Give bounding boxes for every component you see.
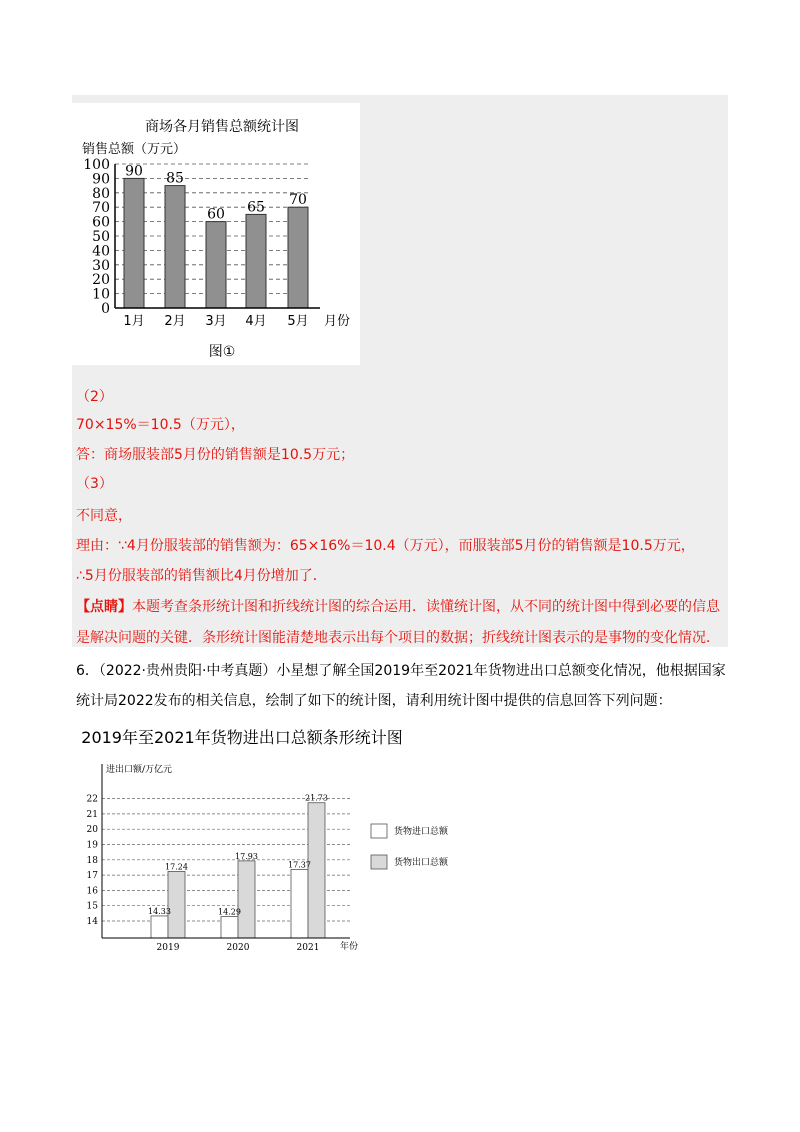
chart1-title: 商场各月销售总额统计图 bbox=[145, 119, 299, 135]
chart1-ytick-label: 100 bbox=[83, 157, 110, 173]
chart1-xlabel: 月份 bbox=[324, 314, 351, 329]
chart1-value-label: 60 bbox=[207, 206, 225, 223]
chart1-ytick-label: 30 bbox=[92, 257, 110, 274]
chart1-ytick-label: 90 bbox=[92, 171, 110, 188]
chart1-bar bbox=[246, 214, 266, 308]
chart1-value-label: 85 bbox=[166, 170, 184, 187]
part2-label: （2） bbox=[76, 389, 113, 405]
note-tag: 【点睛】 bbox=[76, 599, 132, 615]
note-text-1: 本题考查条形统计图和折线统计图的综合运用．读懂统计图，从不同的统计图中得到必要的信息 bbox=[132, 599, 720, 615]
chart2-value-label: 14.29 bbox=[218, 907, 241, 917]
chart1-ytick-label: 0 bbox=[101, 301, 110, 317]
chart1-category-label: 5月 bbox=[287, 314, 309, 329]
chart1-value-label: 70 bbox=[289, 192, 307, 209]
chart1-bar bbox=[124, 178, 144, 308]
note-line-2: 是解决问题的关键．条形统计图能清楚地表示出每个项目的数据；折线统计图表示的是事物的变化情况． bbox=[76, 630, 720, 646]
chart1-bar bbox=[288, 207, 308, 308]
chart1-category-label: 3月 bbox=[205, 314, 227, 329]
chart1-ytick-label: 80 bbox=[92, 185, 110, 202]
chart2-category-label: 2020 bbox=[226, 943, 250, 953]
chart2-value-label: 17.93 bbox=[235, 851, 258, 861]
chart2-ytick-label: 16 bbox=[86, 886, 98, 897]
part3-reason: 理由：∵4月份服装部的销售额为：65×16%＝10.4（万元），而服装部5月份的销售额是10.5万元， bbox=[76, 538, 695, 554]
chart2-ytick-label: 21 bbox=[86, 809, 98, 820]
question6-line-2: 统计局2022发布的相关信息，绘制了如下的统计图，请利用统计图中提供的信息回答下列问题： bbox=[76, 693, 672, 709]
chart2-ytick-label: 17 bbox=[86, 871, 98, 882]
trade-volume-chart bbox=[72, 720, 472, 960]
chart1-category-label: 1月 bbox=[123, 314, 145, 329]
part3-disagree: 不同意， bbox=[76, 508, 132, 524]
note-line-1 bbox=[76, 596, 720, 616]
chart2-ytick-label: 14 bbox=[86, 917, 98, 927]
part2-answer: 答：商场服装部5月份的销售额是10.5万元； bbox=[76, 447, 355, 463]
chart2-ylabel: 进出口额/万亿元 bbox=[106, 765, 173, 775]
chart2-legend-label: 货物出口总额 bbox=[394, 858, 449, 868]
chart2-export-bar bbox=[308, 803, 325, 938]
chart2-ytick-label: 19 bbox=[86, 840, 98, 851]
chart2-ytick-label: 20 bbox=[86, 825, 98, 836]
part3-conclusion: ∴5月份服装部的销售额比4月份增加了． bbox=[76, 568, 327, 584]
chart2-ytick-label: 22 bbox=[86, 794, 98, 805]
chart2-ytick-label: 15 bbox=[86, 901, 98, 912]
chart2-import-bar bbox=[221, 917, 238, 938]
chart1-value-label: 65 bbox=[247, 199, 265, 216]
chart2-category-label: 2019 bbox=[156, 943, 180, 953]
chart1-ytick-label: 60 bbox=[92, 214, 110, 231]
chart1-ytick-label: 20 bbox=[92, 272, 110, 289]
chart2-import-bar bbox=[291, 869, 308, 938]
chart1-category-label: 4月 bbox=[245, 314, 267, 329]
chart1-ytick-label: 40 bbox=[92, 243, 110, 260]
chart1-ylabel: 销售总额（万元） bbox=[82, 142, 187, 157]
chart1-bar bbox=[206, 222, 226, 308]
chart1-bar bbox=[165, 186, 185, 308]
chart2-xlabel: 年份 bbox=[340, 942, 359, 952]
chart2-value-label: 14.33 bbox=[148, 906, 171, 916]
chart2-legend-label: 货物进口总额 bbox=[394, 827, 449, 837]
chart2-export-bar bbox=[238, 861, 255, 938]
chart1-ytick-label: 10 bbox=[92, 286, 110, 303]
chart2-value-label: 21.73 bbox=[305, 793, 328, 803]
chart1-ytick-label: 50 bbox=[92, 229, 110, 245]
chart1-caption: 图① bbox=[208, 344, 236, 360]
chart2-import-bar bbox=[151, 916, 168, 938]
chart2-category-label: 2021 bbox=[296, 943, 320, 953]
chart2-title: 2019年至2021年货物进出口总额条形统计图 bbox=[81, 728, 403, 747]
chart2-value-label: 17.24 bbox=[165, 862, 188, 872]
chart1-value-label: 90 bbox=[125, 163, 143, 180]
part2-calculation: 70×15%＝10.5（万元）， bbox=[76, 417, 245, 433]
chart1-category-label: 2月 bbox=[164, 314, 186, 329]
part3-label: （3） bbox=[76, 476, 113, 492]
chart2-ytick-label: 18 bbox=[86, 855, 98, 866]
monthly-sales-chart bbox=[72, 103, 360, 365]
chart1-ytick-label: 70 bbox=[92, 200, 110, 217]
chart2-legend-swatch bbox=[371, 855, 387, 869]
chart2-value-label: 17.37 bbox=[288, 860, 311, 870]
chart2-export-bar bbox=[168, 871, 185, 938]
question6-line-1: 6．（2022·贵州贵阳·中考真题）小星想了解全国2019年至2021年货物进出口总额变化情况，他根据国家 bbox=[76, 663, 726, 679]
chart2-legend-swatch bbox=[371, 824, 387, 838]
